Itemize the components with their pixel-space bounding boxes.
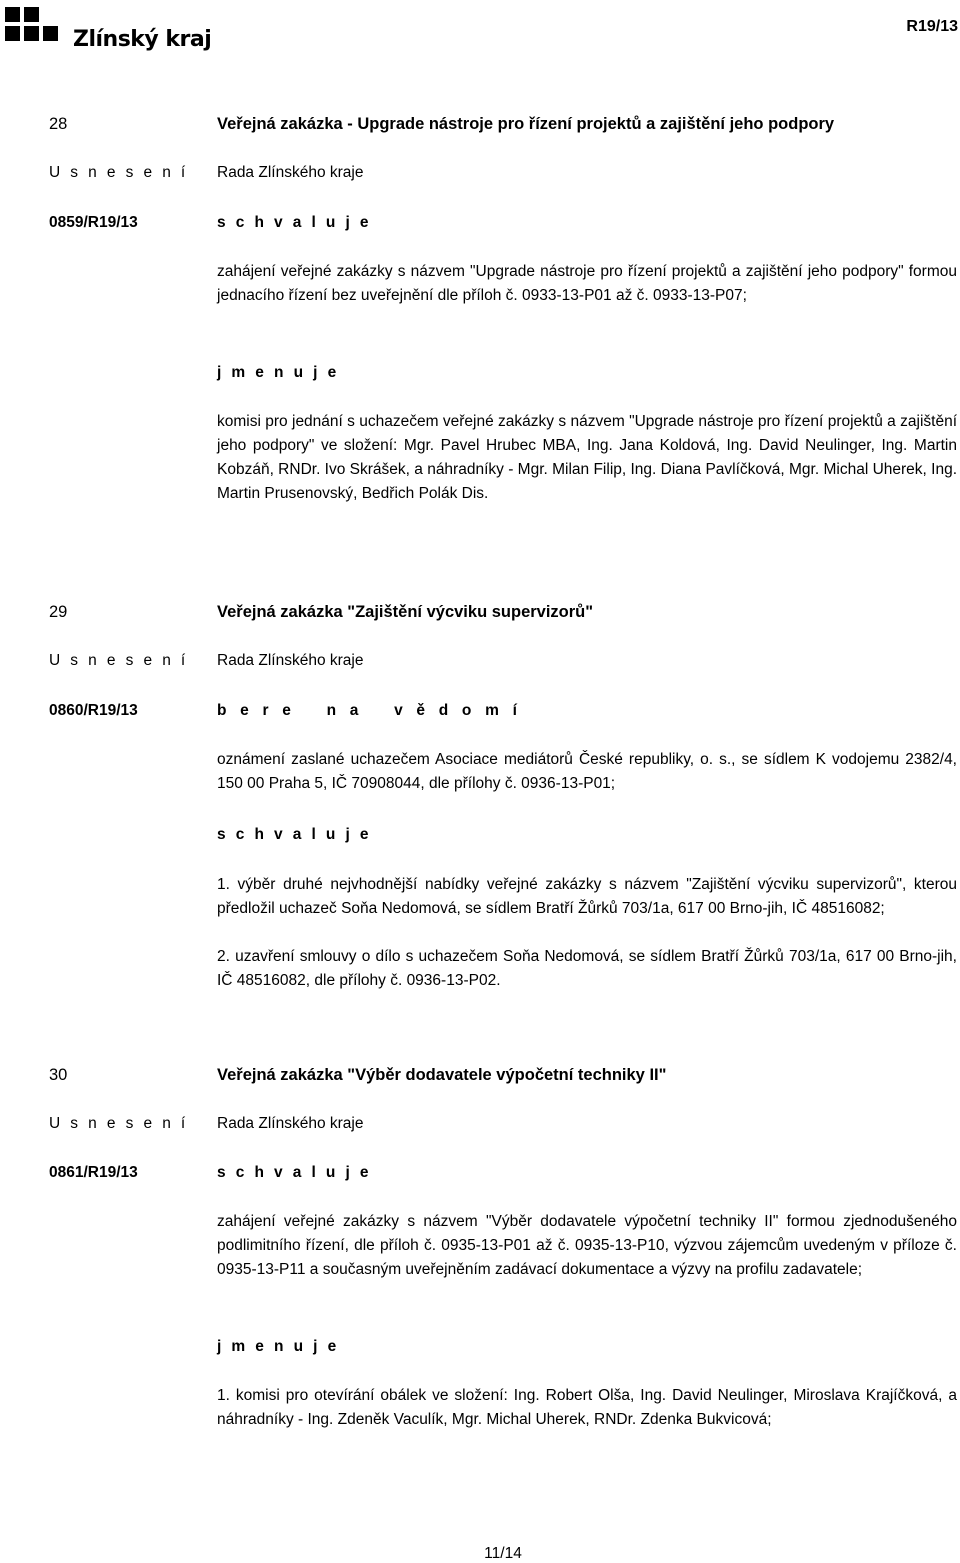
resolution-label: U s n e s e n í bbox=[49, 1115, 189, 1132]
resolution-verb: s c h v a l u j e bbox=[217, 214, 372, 231]
resolution-text: zahájení veřejné zakázky s názvem "Upgrade nástroje pro řízení projektů a zajištění jeho podpory" formou jednacího řízení bez uveřejnění dle příloh č. 0933-13-P01 až č. 0933-13-P07; bbox=[217, 263, 957, 304]
item-title: Veřejná zakázka - Upgrade nástroje pro řízení projektů a zajištění jeho podpory bbox=[217, 115, 835, 133]
resolution-verb: s c h v a l u j e bbox=[217, 826, 372, 843]
resolution-number: 0859/R19/13 bbox=[49, 214, 138, 231]
item-title: Veřejná zakázka "Zajištění výcviku supervizorů" bbox=[217, 603, 594, 621]
resolution-number: 0860/R19/13 bbox=[49, 702, 138, 719]
resolution-verb: j m e n u j e bbox=[217, 364, 340, 381]
page-header bbox=[0, 0, 960, 60]
resolution-verb: b e r e n a v ě d o m í bbox=[217, 702, 520, 719]
page-number: 11/14 bbox=[484, 1545, 522, 1562]
resolution-verb: j m e n u j e bbox=[217, 1338, 340, 1355]
zlinsky-kraj-logo bbox=[3, 5, 212, 55]
document-code: R19/13 bbox=[906, 18, 958, 35]
item-number: 29 bbox=[49, 603, 68, 621]
item-number: 30 bbox=[49, 1066, 68, 1084]
resolution-body: Rada Zlínského kraje bbox=[217, 1115, 364, 1132]
resolution-verb: s c h v a l u j e bbox=[217, 1164, 372, 1181]
resolution-text: oznámení zaslané uchazečem Asociace mediátorů České republiky, o. s., se sídlem K vodojemu 2382/4, 150 00 Praha 5, IČ 70908044, dle přílohy č. 0936-13-P01; bbox=[217, 751, 957, 792]
logo-text: Zlínský kraj bbox=[73, 27, 212, 52]
resolution-text: 2. uzavření smlouvy o dílo s uchazečem Soňa Nedomová, se sídlem Bratří Žůrků 703/1a, 617 00 Brno-jih, IČ 48516082, dle přílohy č. 0936-13-P02. bbox=[217, 948, 957, 989]
item-title: Veřejná zakázka "Výběr dodavatele výpočetní techniky II" bbox=[217, 1066, 667, 1084]
resolution-body: Rada Zlínského kraje bbox=[217, 164, 364, 181]
resolution-text: 1. výběr druhé nejvhodnější nabídky veřejné zakázky s názvem "Zajištění výcviku supervizorů", kterou předložil uchazeč Soňa Nedomová, se sídlem Bratří Žůrků 703/1a, 617 00 Brno-jih, IČ 48516082; bbox=[217, 876, 957, 917]
resolution-text: komisi pro jednání s uchazečem veřejné zakázky s názvem "Upgrade nástroje pro řízení projektů a zajištění jeho podpory" ve složení: Mgr. Pavel Hrubec MBA, Ing. Jana Koldová, Ing. David Neulinger, Ing. Martin Kobzáň, RNDr. Ivo Skrášek, a náhradníky - Mgr. Milan Filip, Ing. Diana Pavlíčková, Mgr. Michal Uherek, Ing. Martin Prusenovský, Bedřich Polák Dis. bbox=[217, 413, 957, 502]
resolution-text: zahájení veřejné zakázky s názvem "Výběr dodavatele výpočetní techniky II" formou zjednodušeného podlimitního řízení, dle příloh č. 0935-13-P01 až č. 0935-13-P10, výzvou zájemcům uvedeným v příloze č. 0935-13-P11 a současným uveřejněním zadávací dokumentace a výzvy na profilu zadavatele; bbox=[217, 1213, 957, 1278]
item-number: 28 bbox=[49, 115, 68, 133]
resolution-label: U s n e s e n í bbox=[49, 164, 189, 181]
resolution-body: Rada Zlínského kraje bbox=[217, 652, 364, 669]
resolution-label: U s n e s e n í bbox=[49, 652, 189, 669]
resolution-text: 1. komisi pro otevírání obálek ve složení: Ing. Robert Olša, Ing. David Neulinger, Miroslava Krajíčková, a náhradníky - Ing. Zdeněk Vaculík, Mgr. Michal Uherek, RNDr. Zdenka Bukvicová; bbox=[217, 1387, 957, 1428]
logo-squares-icon bbox=[3, 5, 73, 55]
resolution-number: 0861/R19/13 bbox=[49, 1164, 138, 1181]
